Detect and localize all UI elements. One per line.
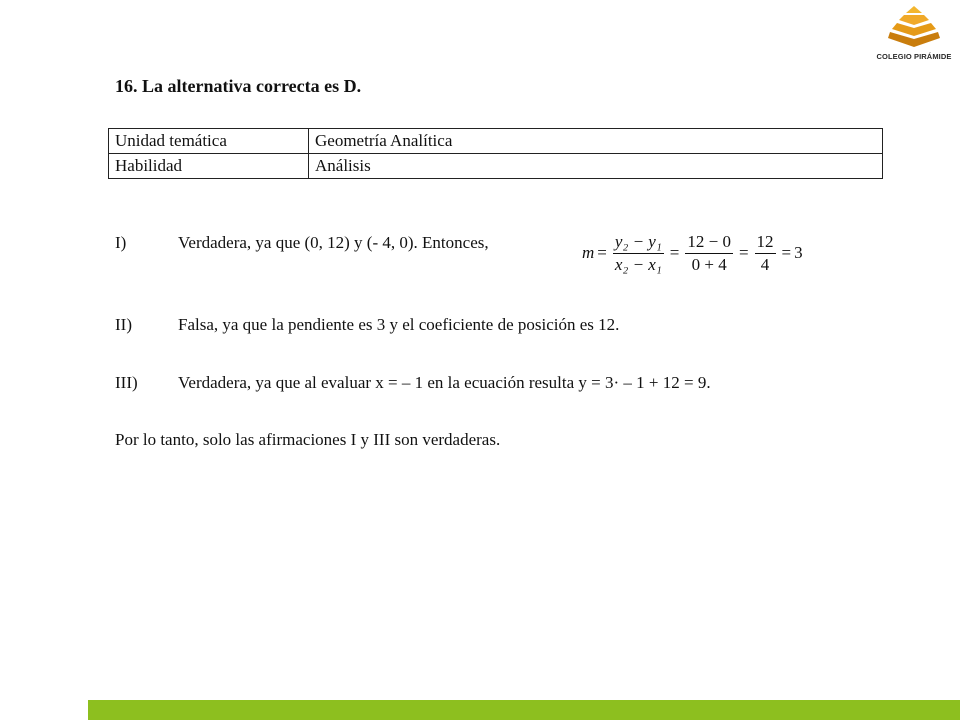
fraction-denominator: 0 + 4 <box>691 254 727 274</box>
info-table <box>108 128 883 179</box>
fraction <box>755 232 776 275</box>
pyramid-logo-icon <box>888 4 940 50</box>
fraction <box>685 232 733 275</box>
item-text: Falsa, ya que la pendiente es 3 y el coeficiente de posición es 12. <box>178 315 620 334</box>
item-number: I) <box>115 233 127 252</box>
fraction-numerator: 12 − 0 <box>685 232 733 254</box>
answer-heading: 16. La alternativa correcta es D. <box>115 76 362 96</box>
table-cell-value: Geometría Analítica <box>309 129 883 154</box>
table-cell-label: Unidad temática <box>109 129 309 154</box>
fraction-denominator: 4 <box>760 254 770 274</box>
fraction-numerator: 12 <box>755 232 776 254</box>
formula-lhs: m <box>582 243 595 262</box>
table-cell-value: Análisis <box>309 154 883 179</box>
equals-sign: = <box>738 243 749 262</box>
formula-result: 3 <box>794 243 803 262</box>
item-text: Verdadera, ya que al evaluar x = – 1 en la ecuación resulta y = 3· – 1 + 12 = 9. <box>178 373 711 392</box>
equals-sign: = <box>669 243 680 262</box>
item-number: II) <box>115 315 132 334</box>
equals-sign: = <box>597 243 607 262</box>
conclusion-text: Por lo tanto, solo las afirmaciones I y III son verdaderas. <box>115 430 501 449</box>
item-text: Verdadera, ya que (0, 12) y (- 4, 0). Entonces, <box>178 233 489 252</box>
fraction <box>613 232 664 275</box>
fraction-denominator: x₂ − x₁ <box>614 254 662 274</box>
equals-sign: = <box>781 243 792 262</box>
slope-formula <box>582 222 803 284</box>
table-cell-label: Habilidad <box>109 154 309 179</box>
colegio-piramide-logo <box>872 4 956 66</box>
table-row <box>109 154 883 179</box>
table-row <box>109 129 883 154</box>
logo-text: COLEGIO PIRÁMIDE <box>876 52 952 61</box>
item-number: III) <box>115 373 138 392</box>
footer-bar <box>88 700 960 720</box>
fraction-numerator: y₂ − y₁ <box>613 232 664 254</box>
